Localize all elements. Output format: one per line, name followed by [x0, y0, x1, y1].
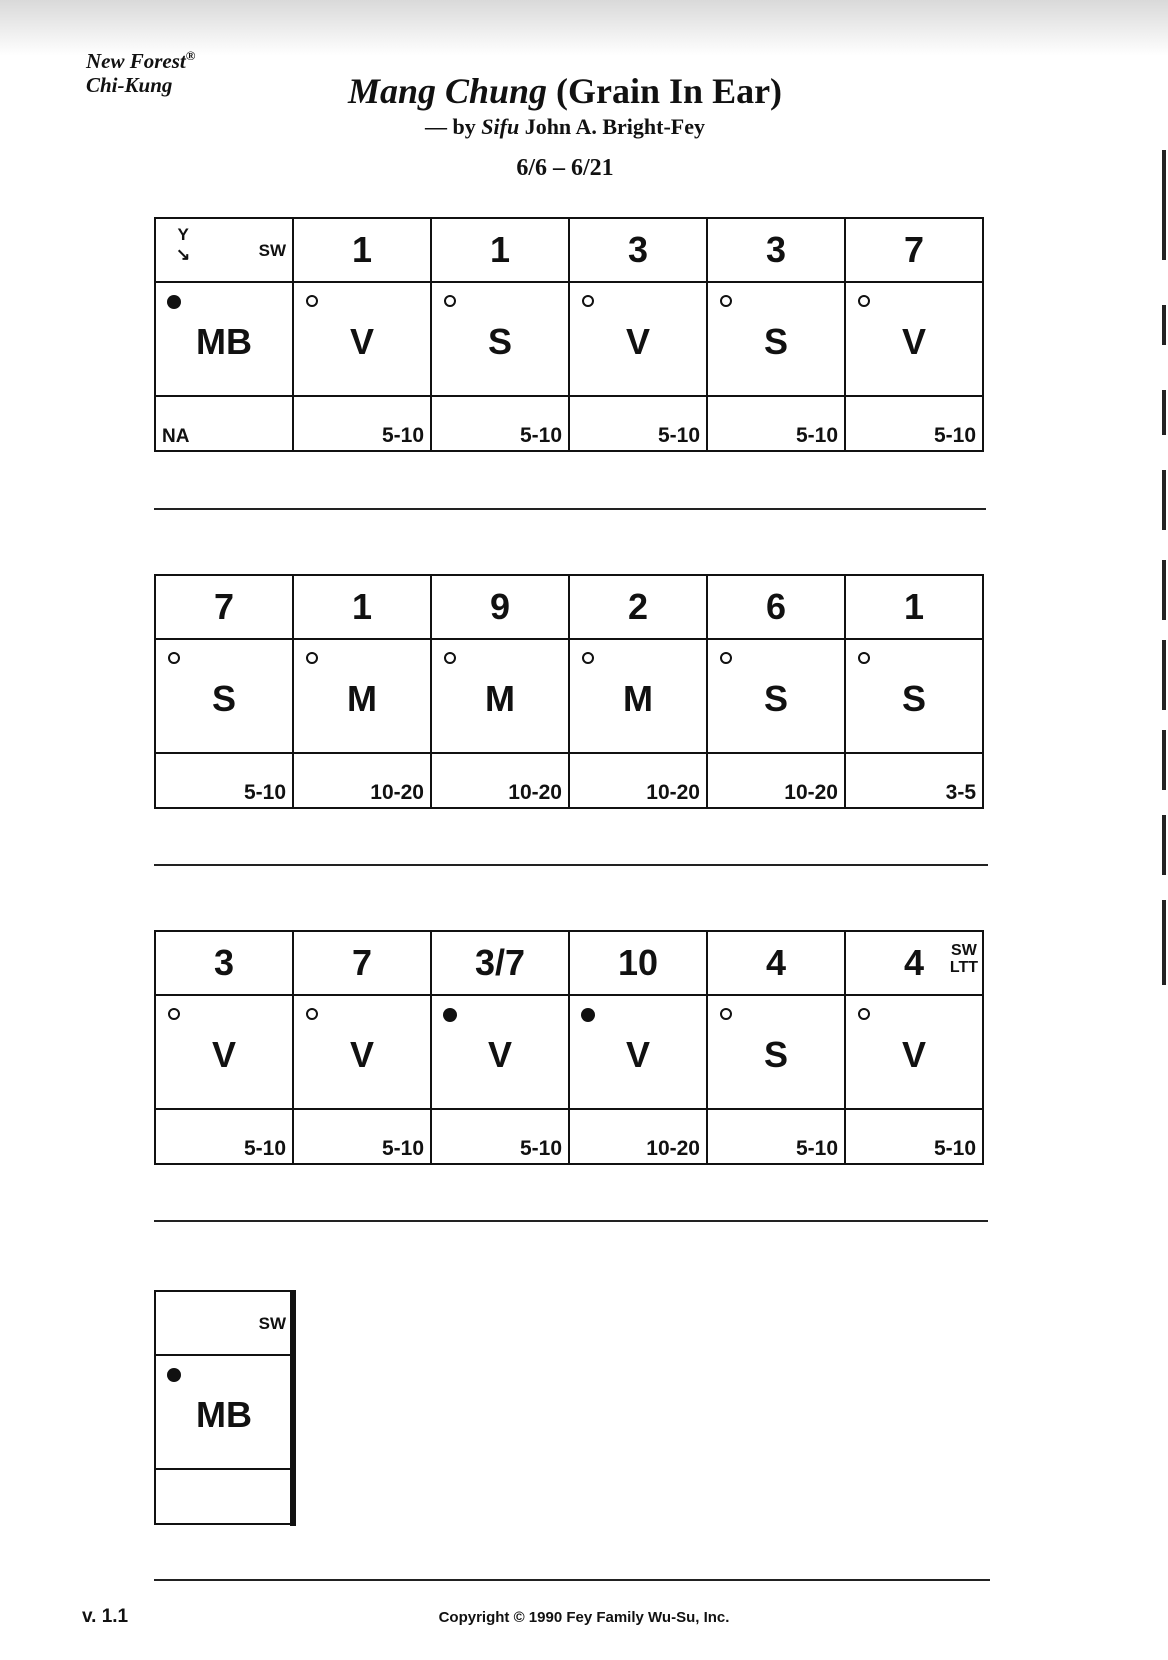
grid-cell-top: [293, 218, 431, 282]
grid-cell-bottom: [431, 1109, 569, 1164]
grid-cell-bottom: [431, 753, 569, 808]
grid-cell-top: [155, 218, 293, 282]
repetition-range: 5-10: [795, 1137, 838, 1160]
registered-mark: ®: [185, 48, 196, 63]
movement-code: M: [485, 678, 515, 719]
count-number: 9: [489, 586, 511, 627]
count-number: 7: [213, 586, 235, 627]
grid-cell-top: [707, 931, 845, 995]
repetition-range: 5-10: [933, 1137, 976, 1160]
grid-cell-top: [707, 575, 845, 639]
grid-cell-middle: [707, 995, 845, 1109]
scan-edge-mark: [1162, 150, 1166, 260]
scan-edge-mark: [1162, 815, 1166, 875]
count-number: 1: [903, 586, 925, 627]
movement-code: S: [763, 1034, 788, 1075]
repetition-range: 3-5: [945, 781, 976, 804]
grid-cell-middle: [431, 282, 569, 396]
grid-cell-top: [293, 931, 431, 995]
open-circle-icon: [306, 652, 318, 664]
grid-cell-top: [431, 218, 569, 282]
open-circle-icon: [582, 295, 594, 307]
open-circle-icon: [168, 652, 180, 664]
movement-code: V: [487, 1034, 512, 1075]
movement-code: S: [763, 321, 788, 362]
grid-cell-bottom: [155, 1109, 293, 1164]
movement-code: M: [347, 678, 377, 719]
grid-cell-top: [569, 575, 707, 639]
repetition-range: 5-10: [243, 781, 286, 804]
open-circle-icon: [306, 1008, 318, 1020]
repetition-range: 5-10: [381, 1137, 424, 1160]
sequence-grid-1: [154, 217, 984, 452]
title-chinese: Mang Chung: [347, 71, 548, 111]
open-circle-icon: [858, 1008, 870, 1020]
scan-edge-mark: [1162, 305, 1166, 345]
grid-cell-top: [431, 931, 569, 995]
filled-circle-icon: [581, 1008, 595, 1022]
grid-cell-bottom: [569, 1109, 707, 1164]
open-circle-icon: [306, 295, 318, 307]
repetition-range: 5-10: [381, 424, 424, 447]
brand-subtitle: Chi-Kung: [86, 73, 173, 97]
grid-cell-top: [155, 931, 293, 995]
grid-cell-top: [155, 575, 293, 639]
grid-cell-top: [845, 218, 983, 282]
repetition-range: 5-10: [795, 424, 838, 447]
direction-marker: Y ↘: [176, 225, 191, 264]
movement-code: MB: [196, 1394, 252, 1435]
repetition-range: 5-10: [933, 424, 976, 447]
count-number: 1: [489, 229, 511, 270]
grid-cell-middle: [569, 639, 707, 753]
grid-cell-bottom: [707, 396, 845, 451]
grid-cell-top: [569, 218, 707, 282]
repetition-range: 5-10: [519, 1137, 562, 1160]
count-number: 6: [765, 586, 787, 627]
movement-code: V: [625, 1034, 650, 1075]
arrow-down-right-icon: ↘: [176, 245, 191, 264]
count-number: 7: [351, 942, 373, 983]
grid-cell-top: [569, 931, 707, 995]
page-title: [0, 70, 1130, 112]
repetition-range: 5-10: [657, 424, 700, 447]
divider-line: [154, 508, 986, 510]
sw-ltt-label: SW LTT: [949, 942, 978, 976]
count-number: 3: [627, 229, 649, 270]
grid-cell-bottom: [293, 1109, 431, 1164]
count-number: 4: [765, 942, 787, 983]
grid-cell-middle: [845, 639, 983, 753]
brand-name: New Forest: [86, 49, 186, 73]
movement-code: S: [763, 678, 788, 719]
filled-circle-icon: [167, 295, 181, 309]
grid-cell-middle: [293, 282, 431, 396]
scan-edge-mark: [1162, 560, 1166, 620]
grid-cell-middle: [569, 995, 707, 1109]
repetition-range: 10-20: [784, 781, 838, 804]
grid-cell-middle: [845, 282, 983, 396]
sequence-grid-3: [154, 930, 984, 1165]
repetition-range: 10-20: [508, 781, 562, 804]
count-number: 3: [765, 229, 787, 270]
byline-author: John A. Bright-Fey: [524, 114, 705, 139]
repetition-range: 5-10: [243, 1137, 286, 1160]
open-circle-icon: [858, 652, 870, 664]
grid-cell-middle: [707, 639, 845, 753]
open-circle-icon: [720, 295, 732, 307]
grid-cell-bottom: [707, 753, 845, 808]
scan-edge-mark: [1162, 470, 1166, 530]
count-number: 4: [903, 942, 925, 983]
grid-cell-bottom: [155, 1469, 293, 1524]
scan-edge-mark: [1162, 640, 1166, 710]
open-circle-icon: [858, 295, 870, 307]
grid-cell-middle: [845, 995, 983, 1109]
version-label: v. 1.1: [82, 1606, 129, 1627]
grid-cell-bottom: [569, 753, 707, 808]
movement-code: S: [901, 678, 926, 719]
movement-code: V: [349, 321, 374, 362]
grid-cell-bottom: [707, 1109, 845, 1164]
grid-cell-middle: [155, 1355, 293, 1469]
movement-code: V: [211, 1034, 236, 1075]
scan-edge-mark: [1162, 390, 1166, 435]
grid-cell-middle: [155, 995, 293, 1109]
divider-line: [154, 1579, 990, 1581]
grid-cell-bottom: [155, 753, 293, 808]
byline: [0, 114, 1130, 140]
movement-code: M: [623, 678, 653, 719]
grid-cell-bottom: [845, 753, 983, 808]
divider-line: [154, 864, 988, 866]
grid-cell-middle: [569, 282, 707, 396]
count-number: 10: [617, 942, 659, 983]
grid-cell-middle: [293, 995, 431, 1109]
sequence-grid-4: [154, 1290, 294, 1525]
movement-code: V: [901, 321, 926, 362]
grid-cell-bottom: [293, 753, 431, 808]
grid-cell-bottom: [293, 396, 431, 451]
divider-line: [154, 1220, 988, 1222]
grid-cell-top: [845, 931, 983, 995]
grid-cell-bottom: [569, 396, 707, 451]
count-number: 2: [627, 586, 649, 627]
movement-code: V: [901, 1034, 926, 1075]
filled-circle-icon: [167, 1368, 181, 1382]
open-circle-icon: [720, 652, 732, 664]
date-range: 6/6 – 6/21: [516, 155, 614, 181]
open-circle-icon: [720, 1008, 732, 1020]
open-circle-icon: [444, 652, 456, 664]
filled-circle-icon: [443, 1008, 457, 1022]
count-number: 1: [351, 586, 373, 627]
count-number: 3/7: [474, 942, 526, 983]
sw-label: SW: [258, 1314, 286, 1333]
grid-cell-middle: [431, 639, 569, 753]
grid-cell-middle: [707, 282, 845, 396]
repetition-range: 5-10: [519, 424, 562, 447]
open-circle-icon: [582, 652, 594, 664]
byline-title: Sifu: [481, 114, 520, 139]
grid-cell-bottom: [845, 396, 983, 451]
grid-cell-bottom: [155, 396, 293, 451]
scan-edge-mark: [1162, 900, 1166, 985]
grid-cell-top: [707, 218, 845, 282]
grid-cell-middle: [293, 639, 431, 753]
grid-cell-top: [845, 575, 983, 639]
open-circle-icon: [444, 295, 456, 307]
count-number: 1: [351, 229, 373, 270]
count-number: 3: [213, 942, 235, 983]
title-english: (Grain In Ear): [556, 71, 783, 111]
movement-code: S: [487, 321, 512, 362]
sw-label: SW: [258, 241, 286, 260]
grid-cell-bottom: [431, 396, 569, 451]
grid-cell-top: [431, 575, 569, 639]
movement-code: V: [625, 321, 650, 362]
movement-code: S: [211, 678, 236, 719]
movement-code: MB: [196, 321, 252, 362]
copyright-notice: Copyright © 1990 Fey Family Wu-Su, Inc.: [438, 1609, 730, 1626]
end-bar: [290, 1290, 296, 1526]
repetition-range: 10-20: [370, 781, 424, 804]
movement-code: V: [349, 1034, 374, 1075]
scan-edge-mark: [1162, 730, 1166, 790]
sequence-grid-2: [154, 574, 984, 809]
count-number: 7: [903, 229, 925, 270]
grid-cell-middle: [155, 639, 293, 753]
grid-cell-middle: [155, 282, 293, 396]
na-label: NA: [162, 426, 190, 447]
repetition-range: 10-20: [646, 781, 700, 804]
byline-prefix: — by: [425, 114, 476, 139]
grid-cell-bottom: [845, 1109, 983, 1164]
grid-cell-middle: [431, 995, 569, 1109]
grid-cell-top: [293, 575, 431, 639]
grid-cell-top: [155, 1291, 293, 1355]
repetition-range: 10-20: [646, 1137, 700, 1160]
open-circle-icon: [168, 1008, 180, 1020]
